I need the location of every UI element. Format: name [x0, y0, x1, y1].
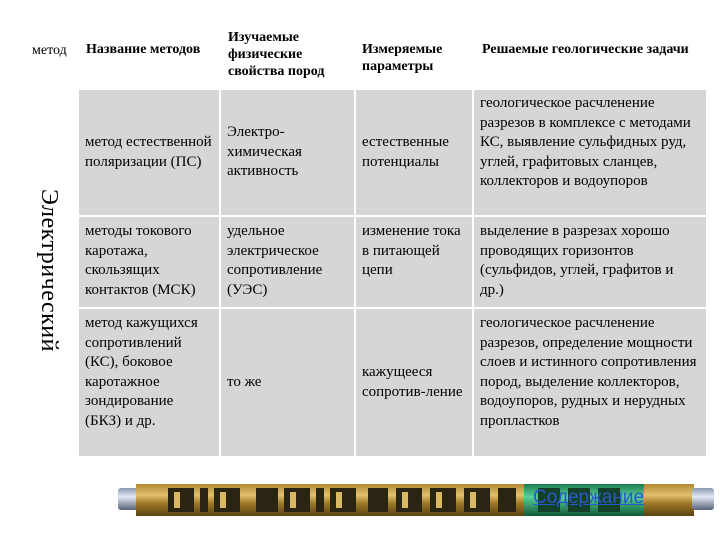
row3-property: то же — [221, 309, 354, 456]
row1-task: геологическое расчленение разрезов в комплексе с методами КС, выявление сульфидных руд, углей, графитовых сланцев, коллекторов и водоупоров — [474, 90, 706, 215]
row3-method: метод кажущихся сопротивлений (КС), боковое каротажное зондирование (БКЗ) и др. — [79, 309, 219, 456]
row3-task: геологическое расчленение разрезов, определение мощности слоев и истинного сопротивления пород, выделение коллекторов, водоупоров, рудных и нерудных пропластков — [474, 309, 706, 456]
row2-param: изменение тока в питающей цепи — [356, 217, 472, 307]
row2-property: удельное электрическое сопротивление (УЭС) — [221, 217, 354, 307]
header-measured-parameters: Измеряемые параметры — [362, 41, 472, 75]
row1-method: метод естественной поляризации (ПС) — [79, 90, 219, 215]
row2-method: методы токового каротажа, скользящих контактов (МСК) — [79, 217, 219, 307]
header-physical-properties: Изучаемые физические свойства пород — [228, 29, 348, 80]
header-method: метод — [32, 42, 84, 59]
row1-param: естественные потенциалы — [356, 90, 472, 215]
group-label — [19, 85, 77, 455]
row3-param: кажущееся сопротив-ление — [356, 309, 472, 456]
contents-link[interactable]: Содержание — [533, 487, 645, 508]
header-geological-tasks: Решаемые геологические задачи — [482, 41, 707, 58]
header-method-names: Название методов — [86, 41, 206, 58]
group-label-text: Электрический — [35, 188, 62, 352]
row2-task: выделение в разрезах хорошо проводящих горизонтов (сульфидов, углей, графитов и др.) — [474, 217, 706, 307]
row1-property: Электро-химическая активность — [221, 90, 354, 215]
